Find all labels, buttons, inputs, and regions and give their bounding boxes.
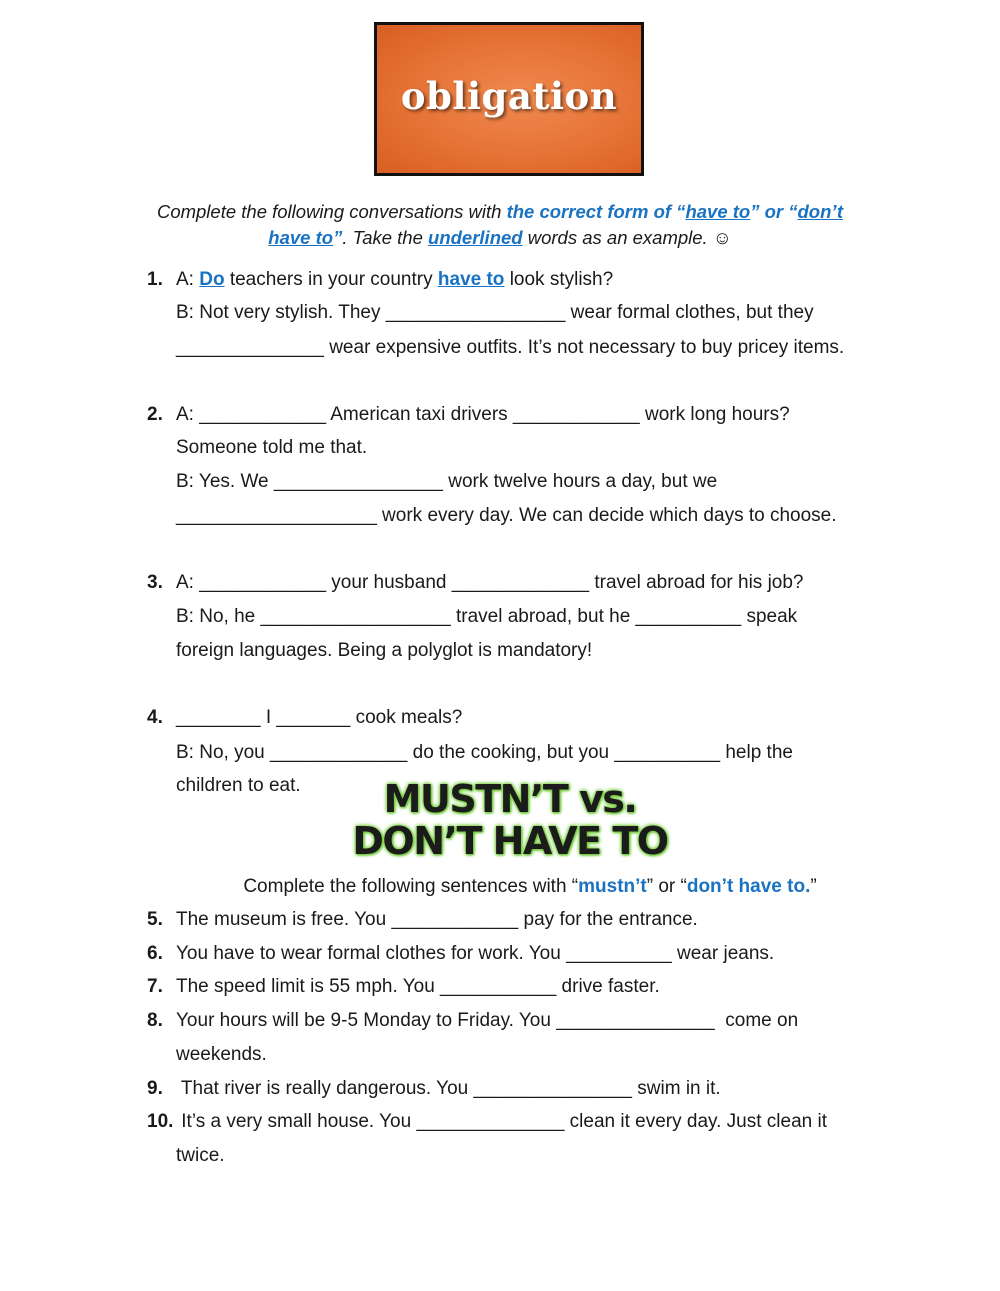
question-number: 9. [147,1078,163,1099]
question-number: 6. [147,943,163,964]
question-number: 10. [147,1111,174,1132]
question-6-line-1: You have to wear formal clothes for work. You __________ wear jeans. [176,943,775,964]
question-3-line-2: B: No, he __________________ travel abroad, but he __________ speak [176,606,798,627]
question-number: 7. [147,976,163,997]
question-4-line-3: children to eat. [176,775,301,796]
question-5-line-1: The museum is free. You ____________ pay for the entrance. [176,909,698,930]
section-2-heading: MUSTN’T vs. DON’T HAVE TO [352,777,668,863]
section-2-instructions: Complete the following sentences with “mustn’t” or “don’t have to.” [243,876,817,897]
question-10-line-1: It’s a very small house. You ______________ clean it every day. Just clean it [176,1111,827,1132]
question-4-line-1: ________ I _______ cook meals? [176,707,463,728]
question-1-line-b2: ______________ wear expensive outfits. It’s not necessary to buy pricey items. [176,337,845,358]
question-number: 3. [147,572,163,593]
question-number: 2. [147,404,163,425]
question-9-line-1: That river is really dangerous. You _______________ swim in it. [176,1078,721,1099]
title-banner [374,22,644,176]
question-number: 1. [147,269,163,290]
instructions: Complete the following conversations with the correct form of “have to” or “don’t have to”. Take the underlined words as an example. ☺ [156,201,844,248]
question-1-line-b1: B: Not very stylish. They _________________ wear formal clothes, but they [176,302,814,323]
question-2-line-3: B: Yes. We ________________ work twelve hours a day, but we [176,471,718,492]
question-3-line-1: A: ____________ your husband _____________ travel abroad for his job? [176,572,804,593]
question-number: 4. [147,707,163,728]
question-number: 8. [147,1010,163,1031]
question-2-line-1: A: ____________ American taxi drivers ____________ work long hours? [176,404,790,425]
banner-title: obligation [400,74,618,118]
question-1-line-a: A: Do teachers in your country have to look stylish? [176,269,614,290]
question-3-line-3: foreign languages. Being a polyglot is mandatory! [176,640,593,661]
question-4-line-2: B: No, you _____________ do the cooking, but you __________ help the [176,742,793,763]
question-7-line-1: The speed limit is 55 mph. You ___________ drive faster. [176,976,660,997]
question-10-line-2: twice. [176,1145,225,1166]
question-number: 5. [147,909,163,930]
question-8-line-1: Your hours will be 9-5 Monday to Friday. You _______________ come on [176,1010,799,1031]
question-2-line-4: ___________________ work every day. We can decide which days to choose. [176,505,837,526]
question-2-line-2: Someone told me that. [176,437,368,458]
question-8-line-2: weekends. [176,1044,267,1065]
